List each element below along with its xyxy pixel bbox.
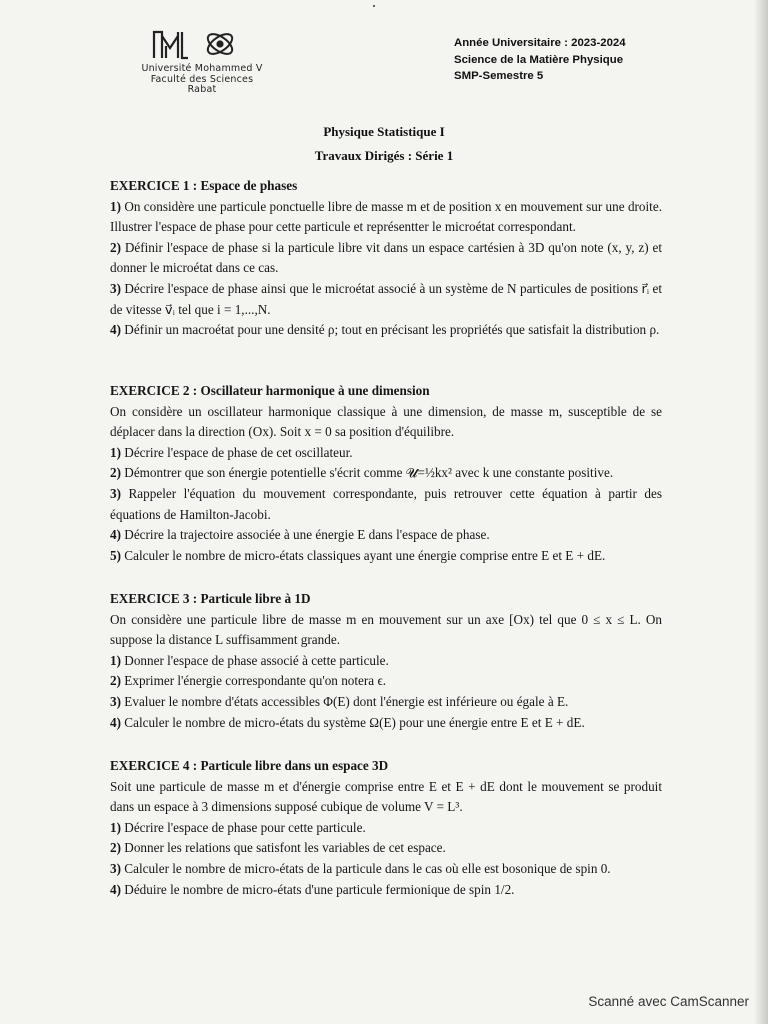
question-text: Décrire l'espace de phase ainsi que le microétat associé à un système de N particules de positions r⃗ᵢ et de vitesse v⃗ᵢ tel que i = 1,...,N. [110,280,662,317]
exercise-3-question-4 [110,713,662,734]
question-text: Donner les relations que satisfont les variables de cet espace. [124,840,446,856]
university-logo [122,26,282,62]
question-text: On considère une particule ponctuelle libre de masse m et de position x en mouvement sur une droite. Illustrer l'espace de phase pour cette particule et représentter le microétat correspondant. [110,198,662,235]
university-emblem-icon [122,26,282,62]
question-text: Evaluer le nombre d'états accessibles Φ(E) dont l'énergie est inférieure ou égale à E. [124,693,569,709]
academic-year: Année Universitaire : 2023-2024 [454,37,626,49]
university-line-2: Faculté des Sciences [150,73,254,85]
question-number: 4) [110,881,121,897]
question-text: Définir un macroétat pour une densité ρ; tout en précisant les propriétés que satisfait la distribution ρ. [124,322,660,338]
question-number: 3) [110,280,121,296]
question-number: 5) [110,547,121,563]
question-text: Démontrer que son énergie potentielle s'écrit comme 𝓤=½kx² avec k une constante positive. [124,465,614,481]
question-text: Définir l'espace de phase si la particule libre vit dans un espace cartésien à 3D qu'on note (x, y, z) et donner le microétat dans ce cas. [110,239,662,276]
exercise-2-title: EXERCICE 2 : Oscillateur harmonique à une dimension [110,383,430,398]
question-text: Rappeler l'équation du mouvement correspondante, puis retrouver cette équation à partir des équations de Hamilton-Jacobi. [110,485,663,522]
question-text: Calculer le nombre de micro-états de la particule dans le cas où elle est bosonique de spin 0. [124,860,611,876]
exercise-1 [110,176,662,341]
exercise-3-question-3 [110,692,662,713]
question-number: 1) [110,652,121,668]
question-text: Décrire l'espace de phase pour cette particule. [124,819,366,835]
scanner-watermark: Scanné avec CamScanner [588,994,749,1009]
question-text: Décrire l'espace de phase de cet oscillateur. [124,444,353,460]
exercise-4-title: EXERCICE 4 : Particule libre dans un espace 3D [110,758,389,773]
question-number: 4) [110,714,121,730]
question-number: 4) [110,322,121,338]
course-title: Physique Statistique I [323,124,445,139]
semester: SMP-Semestre 5 [454,70,544,82]
exercise-2-question-2 [110,463,662,484]
question-number: 2) [110,840,121,856]
exercise-4-question-2 [110,838,662,859]
question-text: Donner l'espace de phase associé à cette particule. [124,652,389,668]
series-title: Travaux Dirigés : Série 1 [314,148,454,163]
exercise-4-intro: Soit une particule de masse m et d'énergie comprise entre E et E + dE dont le mouvement se produit dans un espace à 3 dimensions supposé cubique de volume V = L³. [110,778,662,815]
question-number: 3) [110,693,121,709]
question-number: 1) [110,444,121,460]
university-line-1: Université Mohammed V [141,63,263,74]
exercise-3-intro: On considère une particule libre de masse m en mouvement sur un axe [Ox) tel que 0 ≤ x ≤ L. On suppose la distance L suffisamment grande. [110,611,662,648]
question-number: 1) [110,198,121,214]
exercise-1-title: EXERCICE 1 : Espace de phases [110,178,298,193]
question-number: 1) [110,819,121,835]
exercise-4-question-4 [110,880,662,901]
question-number: 4) [110,527,121,543]
scan-edge-shadow [754,0,768,1024]
university-logo-block [122,26,282,96]
exercise-3 [110,589,662,733]
exercise-2 [110,381,662,566]
scan-speck [373,5,375,7]
question-number: 3) [110,860,121,876]
exercise-2-question-1 [110,443,662,464]
university-line-3: Rabat [187,84,217,95]
exercise-2-intro: On considère un oscillateur harmonique classique à une dimension, de masse m, susceptible de se déplacer dans la direction (Ox). Soit x = 0 sa position d'équilibre. [110,403,662,440]
question-text: Décrire la trajectoire associée à une énergie E dans l'espace de phase. [124,527,490,543]
exercise-4 [110,756,662,900]
course-header [454,35,626,85]
question-number: 2) [110,239,121,255]
question-number: 2) [110,673,121,689]
exercise-3-question-2 [110,671,662,692]
question-text: Calculer le nombre de micro-états classiques ayant une énergie comprise entre E et E + dE. [124,547,606,563]
question-number: 3) [110,485,121,501]
program-name: Science de la Matière Physique [454,53,624,66]
question-text: Calculer le nombre de micro-états du système Ω(E) pour une énergie entre E et E + dE. [124,714,585,730]
university-name [122,64,282,96]
exercise-2-question-5 [110,546,662,567]
exercise-1-question-4 [110,320,662,341]
exercise-1-question-1 [110,197,662,238]
exercise-3-question-1 [110,651,662,672]
exercise-1-question-3 [110,279,662,320]
exercise-1-question-2 [110,238,662,279]
question-text: Déduire le nombre de micro-états d'une particule fermionique de spin 1/2. [124,881,515,897]
exercise-2-question-3 [110,484,662,525]
exercise-4-question-3 [110,859,662,880]
question-number: 2) [110,465,121,481]
exercise-4-question-1 [110,818,662,839]
exercise-3-title: EXERCICE 3 : Particule libre à 1D [110,591,311,606]
question-text: Exprimer l'énergie correspondante qu'on notera ϵ. [124,673,387,689]
exercise-2-question-4 [110,525,662,546]
